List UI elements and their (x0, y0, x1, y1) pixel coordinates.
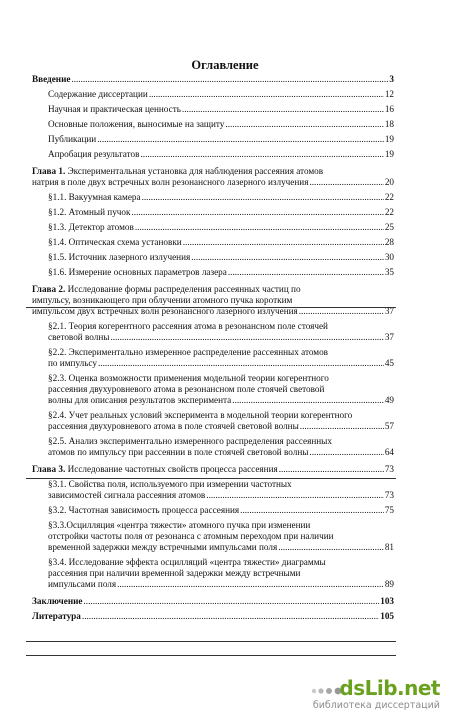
toc-entry (28, 611, 394, 622)
toc-entry (28, 267, 394, 278)
toc-entry-line (48, 252, 394, 263)
toc-entry (28, 104, 394, 115)
watermark-logo (310, 676, 450, 721)
toc-entry (28, 321, 394, 343)
toc-page-number: 19 (384, 134, 394, 144)
toc-entry (28, 505, 394, 516)
toc-entry-line (48, 207, 394, 218)
toc-entry-text: импульсами поля (48, 579, 117, 589)
toc-entry-line (48, 579, 394, 590)
toc-entry (28, 596, 394, 607)
leader-dots (191, 252, 384, 263)
toc-page-number: 28 (384, 237, 394, 247)
toc-entry-text: §2.3. Оценка возможности применения модельной теории когерентного (48, 373, 329, 383)
toc-entry (28, 373, 394, 406)
toc-entry-line (48, 410, 394, 421)
leader-dots (300, 421, 384, 432)
leader-dots (98, 358, 384, 369)
toc-entry-text: §3.4. Исследование эффекта осцилляций «центра тяжести» диаграммы (48, 557, 326, 567)
page-title: Оглавление (191, 58, 259, 72)
toc-entry-line (48, 237, 394, 248)
divider (26, 307, 396, 308)
leader-dots (182, 104, 384, 115)
toc-entry (28, 347, 394, 369)
toc-entry-text: натрия в поле двух встречных волн резонансного лазерного излучения (32, 177, 309, 187)
toc-entry (28, 74, 394, 85)
leader-dots (228, 267, 384, 278)
leader-dots (117, 579, 384, 590)
leader-dots (131, 207, 383, 218)
toc-entry (28, 134, 394, 145)
leader-dots (140, 149, 383, 160)
leader-dots (183, 237, 384, 248)
toc-entry-line (48, 347, 394, 358)
toc-page-number: 18 (384, 119, 394, 129)
leader-dots (232, 395, 384, 406)
toc-entry-text: импульсом двух встречных волн резонансного лазерного излучения (32, 306, 298, 316)
toc-entry-text: Содержание диссертации (48, 89, 148, 99)
leader-dots (279, 464, 384, 475)
toc-entry-line (32, 611, 394, 622)
toc-entry-text: волны для описания результатов эксперимента (48, 395, 232, 405)
toc-entry-line (48, 520, 394, 531)
leader-dots (110, 332, 383, 343)
chapter-label: Глава 3. (32, 464, 66, 474)
toc-entry-text: Глава 1. Экспериментальная установка для наблюдения рассеяния атомов (32, 166, 324, 176)
toc-entry-line (48, 505, 394, 516)
divider (26, 641, 396, 642)
toc-page-number: 20 (384, 177, 394, 187)
toc-entry-text: Литература (32, 611, 81, 621)
leader-dots (309, 447, 383, 458)
toc-entry-text: §3.1. Свойства поля, используемого при измерении частотных (48, 479, 292, 489)
toc-entry-text: Апробация результатов (48, 149, 140, 159)
toc-entry-line (48, 568, 394, 579)
leader-dots (225, 119, 383, 130)
toc-entry-line (48, 542, 394, 553)
toc-entry (28, 166, 394, 188)
toc-page-number: 73 (384, 464, 394, 474)
toc-entry-line (48, 119, 394, 130)
chapter-label: Глава 1. (32, 166, 66, 176)
toc-entry-line (48, 149, 394, 160)
toc-entry-line (48, 490, 394, 501)
toc-page-number: 19 (384, 149, 394, 159)
toc-entry-line (48, 358, 394, 369)
toc-entry-line (32, 166, 394, 177)
toc-entry (28, 520, 394, 553)
toc-entry (28, 557, 394, 590)
toc-entry-line (48, 373, 394, 384)
toc-entry-text: §1.5. Источник лазерного излучения (48, 252, 191, 262)
toc-page-number: 35 (384, 267, 394, 277)
toc-entry (28, 464, 394, 475)
toc-entry-line (32, 596, 394, 607)
leader-dots (84, 596, 380, 607)
toc-entry-text: Глава 3. Исследование частотных свойств процесса рассеяния (32, 464, 278, 474)
divider (26, 655, 396, 656)
toc-entry-text: §1.3. Детектор атомов (48, 222, 134, 232)
leader-dots (71, 74, 388, 85)
leader-dots (309, 177, 383, 188)
toc-entry-text: зависимостей сигнала рассеяния атомов (48, 490, 206, 500)
toc-entry-line (32, 295, 394, 306)
toc-entry-line (32, 284, 394, 295)
toc-page-number: 57 (384, 421, 394, 431)
leader-dots (149, 89, 384, 100)
toc-entry-text: рассеяния двухуровневого атома в резонансном поле стоячей световой (48, 384, 325, 394)
toc-page-number: 45 (384, 358, 394, 368)
toc-entry (28, 192, 394, 203)
toc-entry (28, 436, 394, 458)
toc-page-number: 30 (384, 252, 394, 262)
leader-dots (206, 490, 384, 501)
toc-entry-text: §1.1. Вакуумная камера (48, 192, 141, 202)
toc-entry-text: Научная и практическая ценность (48, 104, 181, 114)
toc-entry-line (32, 464, 394, 475)
toc-page-number: 22 (384, 192, 394, 202)
toc-entry-text: импульсу, возникающего при облучении атомного пучка коротким (32, 295, 293, 305)
toc-entry-text: Заключение (32, 596, 83, 606)
toc-entry-text: Введение (32, 74, 71, 84)
toc-entry-text: световой волны (48, 332, 110, 342)
toc-page-number: 73 (384, 490, 394, 500)
toc-entry-text: §2.4. Учет реальных условий эксперимента в модельной теории когерентного (48, 410, 353, 420)
toc-entry-text: §3.2. Частотная зависимость процесса рассеяния (48, 505, 240, 515)
divider (26, 478, 396, 479)
toc-entry-text: §1.4. Оптическая схема установки (48, 237, 182, 247)
toc-page-number: 49 (384, 395, 394, 405)
toc-entry-text: §2.2. Экспериментально измеренное распределение рассеянных атомов (48, 347, 329, 357)
toc-page-number: 81 (384, 542, 394, 552)
toc-entry-line (48, 332, 394, 343)
toc-entry-text: §1.2. Атомный пучок (48, 207, 131, 217)
leader-dots (97, 134, 384, 145)
chapter-label: Глава 2. (32, 284, 66, 294)
leader-dots (240, 505, 384, 516)
toc-page-number: 64 (384, 447, 394, 457)
toc-entry-line (48, 89, 394, 100)
toc-page-number: 37 (384, 306, 394, 316)
toc-page-number: 12 (384, 89, 394, 99)
toc-entry (28, 89, 394, 100)
toc-entry-text: по импульсу (48, 358, 97, 368)
toc-entry-line (48, 267, 394, 278)
toc-page-number: 89 (384, 579, 394, 589)
leader-dots (142, 192, 384, 203)
toc-entry-text: Публикации (48, 134, 97, 144)
toc-entry (28, 479, 394, 501)
toc-page-number: 37 (384, 332, 394, 342)
toc-entry-text: §1.6. Измерение основных параметров лазера (48, 267, 227, 277)
toc-entry-line (32, 74, 394, 85)
toc-entry-text: рассеяния при наличии временной задержки между встречными (48, 568, 301, 578)
toc-entry-text: атомов по импульсу при рассеянии в поле стоячей световой волны (48, 447, 309, 457)
toc-entry (28, 222, 394, 233)
toc-entry-line (48, 321, 394, 332)
toc-entry-text: §3.3.Осцилляция «центра тяжести» атомного пучка при изменении (48, 520, 311, 530)
toc-entry-line (48, 447, 394, 458)
toc-entry (28, 237, 394, 248)
toc-page-number: 25 (384, 222, 394, 232)
toc-entry-line (48, 421, 394, 432)
watermark-brand: dsLib.net (339, 676, 440, 700)
toc-entry-text: рассеяния двухуровневого атома в поле стоячей световой волны (48, 421, 299, 431)
toc-entry-text: временной задержки между встречными импульсами поля (48, 542, 278, 552)
toc-page-number: 103 (380, 596, 394, 606)
toc-entry (28, 410, 394, 432)
toc-page-number: 105 (380, 611, 394, 621)
table-of-contents (28, 74, 394, 622)
toc-page-number: 75 (384, 505, 394, 515)
toc-entry-text: отстройки частоты поля от резонанса с атомным переходом при наличии (48, 531, 334, 541)
toc-entry-text: Основные положения, выносимые на защиту (48, 119, 225, 129)
toc-entry-line (48, 531, 394, 542)
toc-entry-text: Глава 2. Исследование формы распределения рассеянных частиц по (32, 284, 301, 294)
toc-entry-text: §2.5. Анализ экспериментально измеренного распределения рассеянных (48, 436, 332, 446)
watermark-tagline: библиотека диссертаций (312, 700, 440, 711)
toc-entry-line (48, 436, 394, 447)
leader-dots (135, 222, 384, 233)
toc-entry-line (48, 395, 394, 406)
toc-entry-line (32, 177, 394, 188)
toc-page-number: 3 (389, 74, 394, 84)
toc-entry-line (48, 104, 394, 115)
toc-entry-line (48, 479, 394, 490)
toc-entry-text: §2.1. Теория когерентного рассеяния атома в резонансном поле стоячей (48, 321, 328, 331)
toc-entry-line (48, 192, 394, 203)
toc-entry-line (48, 222, 394, 233)
toc-entry (28, 149, 394, 160)
toc-page-number: 22 (384, 207, 394, 217)
toc-entry (28, 284, 394, 317)
toc-entry (28, 252, 394, 263)
toc-entry-line (48, 557, 394, 568)
toc-entry-line (48, 384, 394, 395)
toc-page-number: 16 (384, 104, 394, 114)
leader-dots (278, 542, 384, 553)
toc-entry (28, 119, 394, 130)
toc-entry-line (48, 134, 394, 145)
leader-dots (82, 611, 379, 622)
toc-entry (28, 207, 394, 218)
